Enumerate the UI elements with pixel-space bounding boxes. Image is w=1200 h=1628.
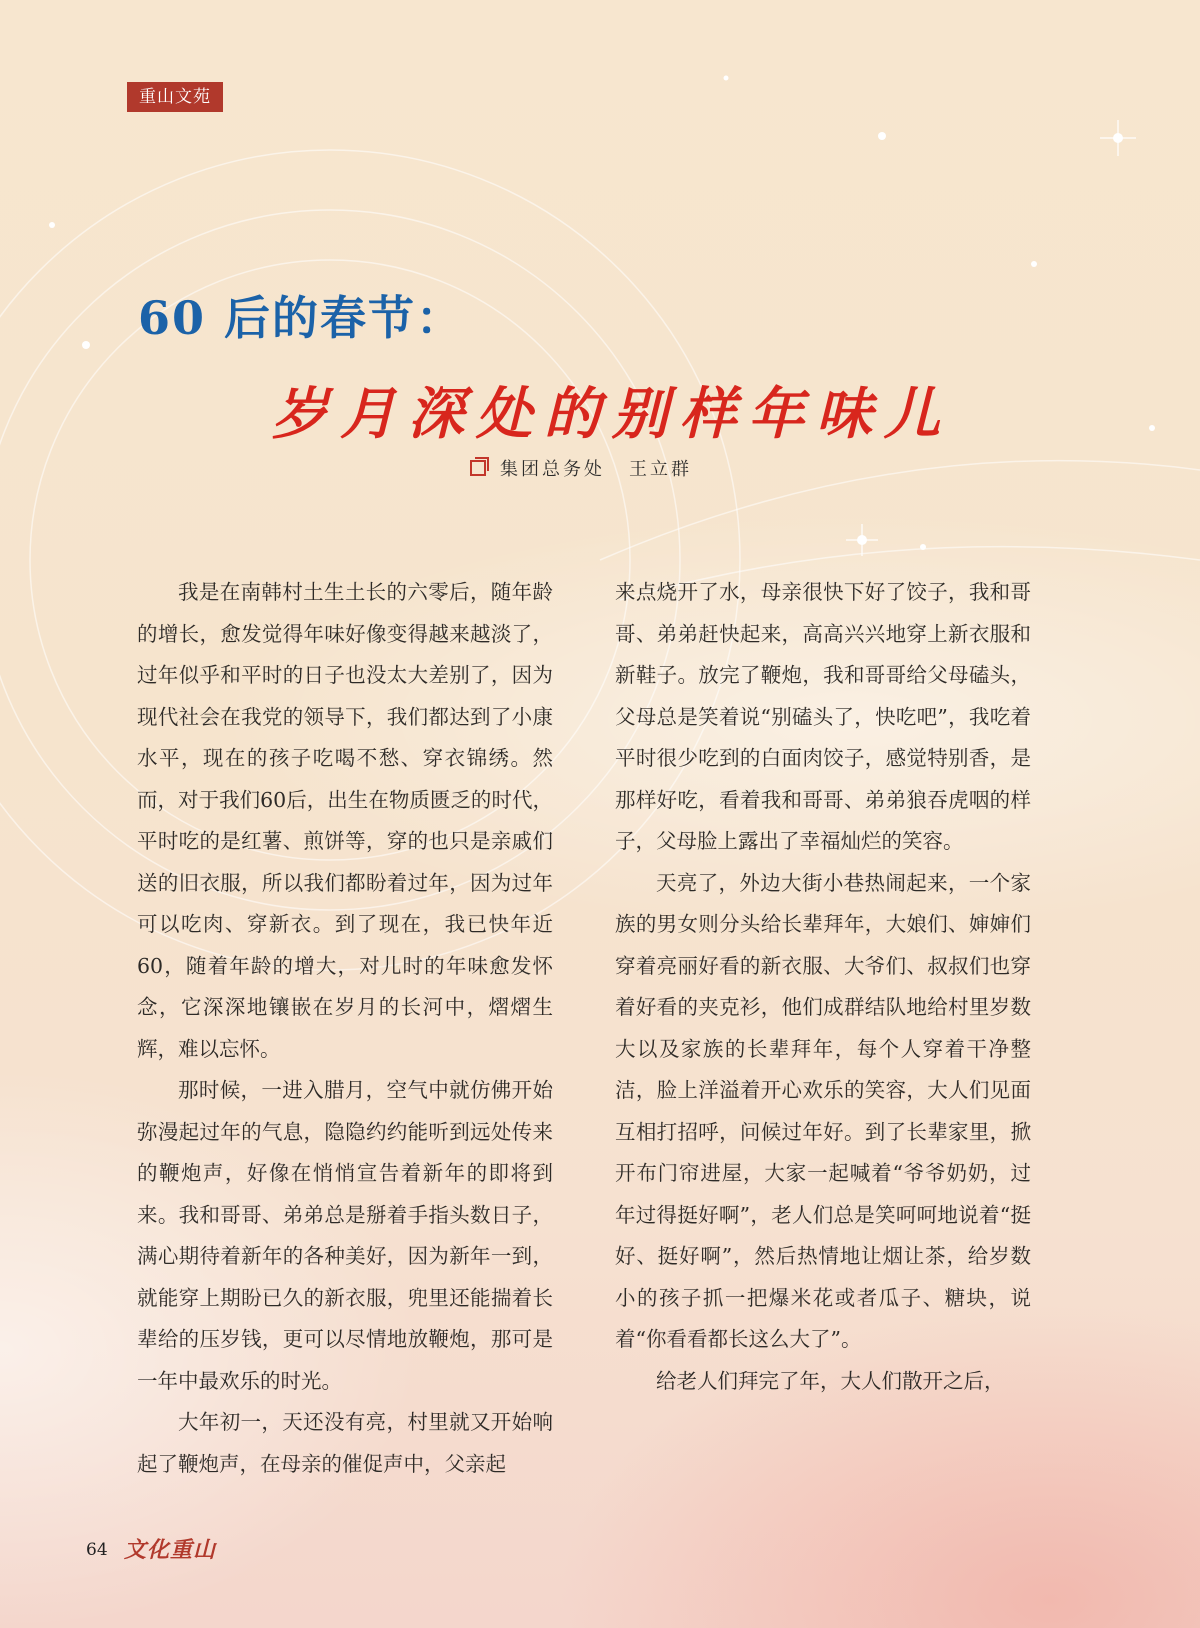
byline-department: 集团总务处 (500, 459, 605, 480)
left-column (137, 572, 553, 1485)
paragraph: 天亮了，外边大街小巷热闹起来，一个家族的男女则分头给长辈拜年，大娘们、婶婶们穿着亮丽好看的新衣服、大爷们、叔叔们也穿着好看的夹克衫，他们成群结队地给村里岁数大以及家族的长辈拜年，每个人穿着干净整洁，脸上洋溢着开心欢乐的笑容，大人们见面互相打招呼，问候过年好。到了长辈家里，掀开布门帘进屋，大家一起喊着“爷爷奶奶，过年过得挺好啊”，老人们总是笑呵呵地说着“挺好、挺好啊”，然后热情地让烟让茶，给岁数小的孩子抓一把爆米花或者瓜子、糖块，说着“你看看都长这么大了”。 (615, 870, 1031, 1351)
paragraph: 大年初一，天还没有亮，村里就又开始响起了鞭炮声，在母亲的催促声中，父亲起 (137, 1410, 553, 1476)
right-column (615, 572, 1031, 1402)
byline (470, 455, 692, 481)
article-title-line1: 60 后的春节： (138, 291, 465, 345)
paragraph: 我是在南韩村土生土长的六零后，随年龄的增长，愈发觉得年味好像变得越来越淡了，过年似乎和平时的日子也没太大差别了，因为现代社会在我党的领导下，我们都达到了小康水平，现在的孩子吃喝不愁、穿衣锦绣。然而，对于我们60后，出生在物质匮乏的时代，平时吃的是红薯、煎饼等，穿的也只是亲戚们送的旧衣服，所以我们都盼着过年，因为过年可以吃肉、穿新衣。到了现在，我已快年近60，随着年龄的增大，对儿时的年味愈发怀念，它深深地镶嵌在岁月的长河中，熠熠生辉，难以忘怀。 (137, 580, 553, 1061)
paragraph: 那时候，一进入腊月，空气中就仿佛开始弥漫起过年的气息，隐隐约约能听到远处传来的鞭炮声，好像在悄悄宣告着新年的即将到来。我和哥哥、弟弟总是掰着手指头数日子，满心期待着新年的各种美好，因为新年一到，就能穿上期盼已久的新衣服，兜里还能揣着长辈给的压岁钱，更可以尽情地放鞭炮，那可是一年中最欢乐的时光。 (137, 1078, 553, 1393)
section-tag: 重山文苑 (127, 82, 223, 112)
byline-author: 王立群 (629, 459, 692, 480)
article-title-line2: 岁月深处的别样年味儿 (272, 381, 952, 447)
paragraph: 来点烧开了水，母亲很快下好了饺子，我和哥哥、弟弟赶快起来，高高兴兴地穿上新衣服和新鞋子。放完了鞭炮，我和哥哥给父母磕头，父母总是笑着说“别磕头了，快吃吧”，我吃着平时很少吃到的白面肉饺子，感觉特别香，是那样好吃，看着我和哥哥、弟弟狼吞虎咽的样子，父母脸上露出了幸福灿烂的笑容。 (615, 580, 1031, 853)
paragraph: 给老人们拜完了年，大人们散开之后， (656, 1368, 1005, 1393)
byline-box-icon (470, 460, 486, 476)
magazine-logo: 文化重山 (124, 1537, 217, 1563)
page-number: 64 (86, 1540, 108, 1560)
